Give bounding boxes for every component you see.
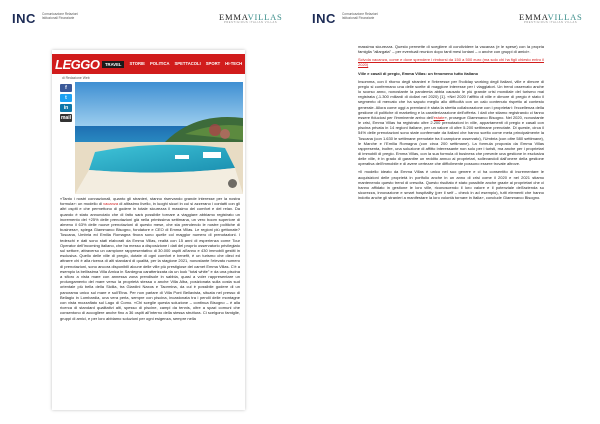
mail-share-button[interactable] <box>60 114 72 122</box>
article-clipping <box>52 50 245 410</box>
villa-photo <box>75 82 243 194</box>
nav-item-sport[interactable]: SPORT <box>205 61 221 66</box>
article-byline: di Redazione Web <box>62 76 90 80</box>
emma-villas-tagline-right: PRESTIGIOUS ITALIAN VILLAS <box>524 21 578 24</box>
emma-villas-tagline: PRESTIGIOUS ITALIAN VILLAS <box>224 21 278 24</box>
inc-logo: INC <box>12 11 36 26</box>
emma-villas-logo: EMMAVILLAS <box>219 12 283 22</box>
article-body-left: «Tanto i nostri connazionali, quanto gli stranieri, stanno riservando grande interesse per la nostra formula»: un modello di vacanza di altissimo livello, in luoghi sicuri in cui si azzerano i contatti con gli altri ospiti e che permettono di godere in totale sicurezza il massimo del comfort e del relax. Da quando è stato annunciato che di fatto sarà possibile tornare a viaggiare abbiamo registrato un incremento del +25% delle prenotazioni già nella primissima settimana, un vero boom superiore di almeno il 63% delle nuove prenotazioni di questo mese, che sta prendendo le nostre politiche di business», spiega Giammarco Bisogno, fondatore e CEO di Emma Villas. Le regioni più gettonate? Toscana, Umbria ed Emilia Romagna finora sono quelle col maggior numero di prenotazioni. I tedeschi e dati sono stati elaborati da Emma Villas, realtà con 15 anni di esperienza come Tour Operator dell'incoming italiano, che ha messo a disposizione i dati del proprio osservatorio privilegiato sul settore, attraverso un campione rappresentativo di 30.000 ospiti all'anno e 430 immobili gestiti in esclusiva. Quello delle ville di pregio, dotate di ogni comfort e benefit, è un turismo che dieci ed attrarre chi è alla ricerca di alti standard di qualità, per la stagione 2021, nonostante l'elevato numero di prenotazioni, sono ancora disponibili alcune delle ville più prestigiose del carnet Emma Villas. C'è a esempio la bellissima Villa Amica in Sardegna caratterizzata da un look "total white" e da una piscina a sfioro a vista mare con annessa zona prendisole in sabbia, quasi a voler rappresentare un prolungamento del mare verso la proprietà stessa o anche Villa Alba, posizionata sulla costa sud orientale più bella della Sicilia, tra Giardini Naxos e Taormina, da cui è possibile godere di un panorama unico sul mare e sull'Etna. Per non parlare di Villa Pont Bellavista, situata nel presso di Bellagio in Lombardia, una vera perla, sempre con piscina, incastonata tra i pendii delle montagne con vista mozzafiato sul Lago di Como. «Chi sceglie questa soluzione – continua Bisogno – è alla ricerca di standard qualitativi alti, spesso di piscine, campi da tennis, oltre a spazi comuni che consentono di accogliere anche fino a 36 ospiti all'interno della stessa struttura. Ci scelgono famiglie, gruppi di amici, e per loro abbiamo soluzioni per ogni esigenza, sempre nella <box>60 196 240 321</box>
nav-item-travel[interactable]: TRAVEL <box>102 61 124 68</box>
twitter-icon: t <box>65 95 67 101</box>
twitter-share-button[interactable] <box>60 94 72 102</box>
inc-logo-right: INC <box>312 11 336 26</box>
paragraph-continuation: massima sicurezza. Questo permette di scegliere di condividere la vacanza (e le spese) con la propria famiglia "allargata" – per eventuali reunion dopo tanti mesi lontani – o anche con gruppi di amici». <box>358 44 544 55</box>
nav-item-hitech[interactable]: HI-TECH <box>225 61 243 66</box>
paragraph-trend: Insomma, con il ritorno degli stranieri e l'interesse per l'holiday working degli Italiani, ville e dimore di pregio si confermano una delle scelte di maggiore interesse per i viaggiatori. Un trend osservato anche lo scorso anno, nonostante la pandemia abbia causato le più grande crisi mondiale del turismo mai registrata (-1.300 miliardi di dollari nel 2020) [1]. «Nel 2020 l'affitto di ville e dimore di pregio è stato il segmento di mercato che ha saputo meglio allo difficoltà con un calo contenuto rispetto al contesto generale. Allora come oggi a premiarci è stata la stretta collaborazione con i proprietari: l'eccellenza della gestione di politiche di marketing e la caratterizzazione dell'offerta. I dati che stiamo registrando ci fanno essere fiduciosi per l'imminente arrivo dell'estate», prosegue Giammarco Bisogno. Nel 2020, nonostante le crisi, Emma Villas ha registrato oltre 2.200 prenotazioni in ville, appartamenti di pregio e casali con piscina privata in 14 regioni italiane, per un valore di oltre 5.200 settimane prenotate. Di queste, circa il 54% delle prenotazioni sono state confermate da italiani che hanno scelto come meta principalmente la Toscana (con 1.630 le settimane prenotate tra il campione osservato), l'Umbria (con oltre 580 settimane), le Marche e l'Emilia Romagna (con circa 200 settimane). La formula proposta da Emma Villas rappresenta, inoltre, una soluzione di affitto interessante non solo per i turisti, ma anche per i proprietari di immobili di pregio. Emma Villas, con la sua formula di business che prevede una gestione in esclusiva delle ville, è in grado di garantire un reddito annuo ai proprietari, sollevandoli dall'onere della gestione operativa dell'immobile e di avere certezze che difficilmente possono essere trovate altrove. <box>358 78 544 167</box>
inc-tagline: Comunicazione Relazioni Istituzionali Finanziarie <box>42 12 78 20</box>
nav-item-storie[interactable]: STORIE <box>129 61 145 66</box>
section-heading: Ville e casali di pregio, Emma Villas: un fenomeno tutto italiano <box>358 70 479 76</box>
villa-pool-illustration <box>75 82 243 194</box>
facebook-icon: f <box>65 85 67 91</box>
emma-villas-logo-right: EMMAVILLAS <box>519 12 583 22</box>
estate-link[interactable]: estate <box>433 114 445 120</box>
vacanza-link[interactable]: vacanza <box>103 201 119 207</box>
leggo-nav <box>102 61 242 68</box>
nav-item-spettacoli[interactable]: SPETTACOLI <box>174 61 201 66</box>
linkedin-icon: in <box>63 105 69 111</box>
leggo-header-bar <box>52 54 245 74</box>
linkedin-share-button[interactable] <box>60 104 72 112</box>
document-page-right <box>300 0 600 424</box>
facebook-share-button[interactable] <box>60 84 72 92</box>
paragraph-model: «Il modello ideato da Emma Villas è unico nel suo genere e ci ha consentito di incrementare le acquisizioni delle proprietà in portfolio anche in un anno di crisi come il 2020 e nel 2021 stiamo mantenendo questo trend di crescita. Questo risultato è stato possibile anche grazie ai proprietari che ci hanno affidato in gestione le loro ville, riconoscendo il loro valore e il potenziale dell'azienda su sicurezza, innovazione e smart hospitality (per il self – check in ad esempio), tutti elementi che hanno indotto anche gli stranieri a manifestare la loro volontà tornare in Italia», conclude Giammarco Bisogno. <box>358 169 544 201</box>
mail-icon: mail <box>60 115 71 121</box>
article-body-right <box>358 44 544 203</box>
related-article-link[interactable]: Scivola vacanza, come e dove spendere i rimborsi da 150 a 500 euro (ma solo chi ha figli chiesto entro il 2020) <box>358 57 544 68</box>
leggo-logo: LEGGO <box>55 57 100 72</box>
nav-item-politica[interactable]: POLITICA <box>149 61 170 66</box>
inc-tagline-right: Comunicazione Relazioni Istituzionali Finanziarie <box>342 12 378 20</box>
expand-photo-button[interactable] <box>228 179 237 188</box>
